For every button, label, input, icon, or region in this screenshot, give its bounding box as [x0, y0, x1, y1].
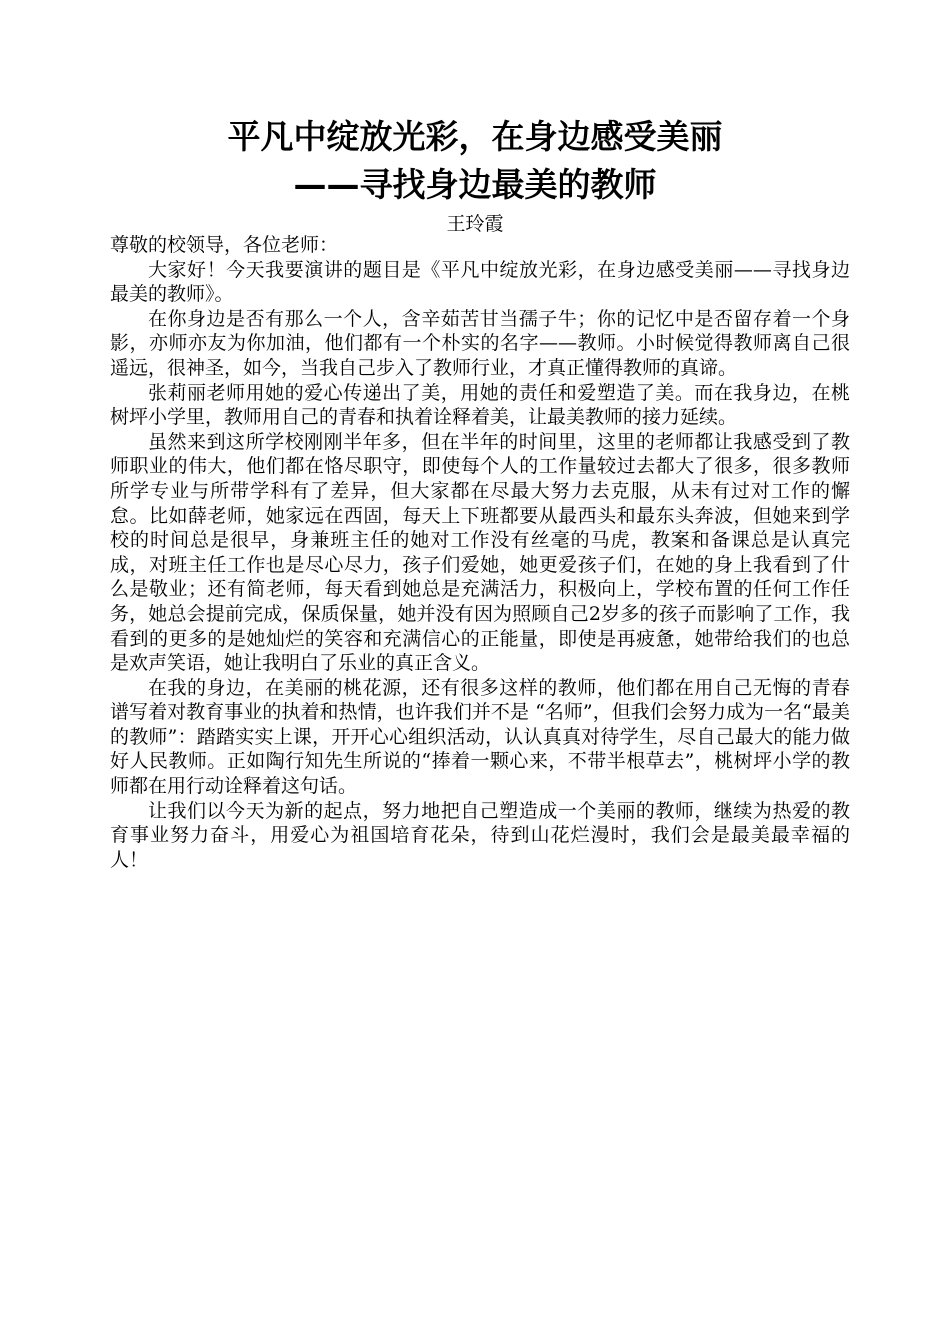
paragraph: 让我们以今天为新的起点，努力地把自己塑造成一个美丽的教师，继续为热爱的教育事业努力奋斗，用爱心为祖国培育花朵，待到山花烂漫时，我们会是最美最幸福的人！ [110, 799, 850, 871]
paragraph: 张莉丽老师用她的爱心传递出了美，用她的责任和爱塑造了美。而在我身边，在桃树坪小学里，教师用自己的青春和执着诠释着美，让最美教师的接力延续。 [110, 381, 850, 429]
author-name: 王玲霞 [446, 213, 504, 235]
speech-body [110, 233, 850, 872]
paragraph: 在我的身边，在美丽的桃花源，还有很多这样的教师，他们都在用自己无悔的青春谱写着对教育事业的执着和热情，也许我们并不是 “名师”，但我们会努力成为一名“最美的教师”：踏踏实实上课，开开心心组织活动，认认真真对待学生，尽自己最大的能力做好人民教师。正如陶行知先生所说的“捧着一颗心来，不带半根草去”，桃树坪小学的教师都在用行动诠释着这句话。 [110, 676, 850, 798]
paragraph: 在你身边是否有那么一个人，含辛茹苦甘当孺子牛；你的记忆中是否留存着一个身影，亦师亦友为你加油，他们都有一个朴实的名字——教师。小时候觉得教师离自己很遥远，很神圣，如今，当我自己步入了教师行业，才真正懂得教师的真谛。 [110, 307, 850, 379]
salutation: 尊敬的校领导，各位老师： [110, 234, 339, 256]
paragraph: 虽然来到这所学校刚刚半年多，但在半年的时间里，这里的老师都让我感受到了教师职业的伟大，他们都在恪尽职守，即使每个人的工作量较过去都大了很多，很多教师所学专业与所带学科有了差异，但大家都在尽最大努力去克服，从未有过对工作的懈怠。比如薛老师，她家远在西固，每天上下班都要从最西头和最东头奔波，但她来到学校的时间总是很早，身兼班主任的她对工作没有丝毫的马虎，教案和备课总是认真完成，对班主任工作也是尽心尽力，孩子们爱她，她更爱孩子们，在她的身上我看到了什么是敬业；还有简老师，每天看到她总是充满活力，积极向上，学校布置的任何工作任务，她总会提前完成，保质保量，她并没有因为照顾自己2岁多的孩子而影响了工作，我看到的更多的是她灿烂的笑容和充满信心的正能量，即使是再疲惫，她带给我们的也总是欢声笑语，她让我明白了乐业的真正含义。 [110, 430, 850, 675]
document-subtitle: ——寻找身边最美的教师 [293, 165, 657, 204]
document-title: 平凡中绽放光彩，在身边感受美丽 [227, 117, 723, 156]
paragraph: 大家好！今天我要演讲的题目是《平凡中绽放光彩，在身边感受美丽——寻找身边最美的教师》。 [110, 258, 850, 306]
